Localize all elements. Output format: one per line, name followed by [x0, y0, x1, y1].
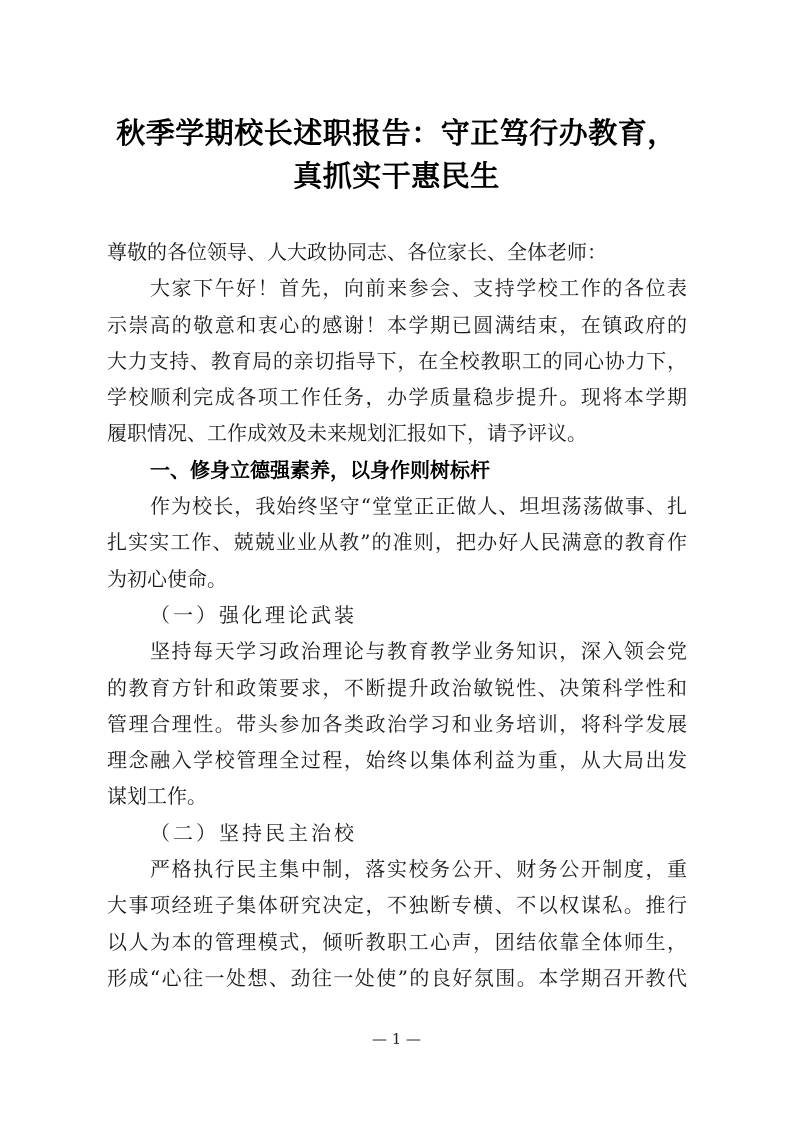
- paragraph-line: 的教育方针和政策要求，不断提升政治敏锐性、决策科学性和: [107, 675, 687, 700]
- page-number: — 1 —: [371, 1030, 422, 1048]
- document-body: [107, 234, 687, 996]
- subsection-heading-1: （一）强化理论武装: [150, 602, 357, 627]
- paragraph-line: 作为校长，我始终坚守“堂堂正正做人、坦坦荡荡做事、扎: [150, 494, 687, 519]
- title-line-1: 秋季学期校长述职报告：守正笃行办教育，: [116, 116, 677, 150]
- paragraph-line: 管理合理性。带头参加各类政治学习和业务培训，将科学发展: [107, 711, 687, 736]
- paragraph-line: 以人为本的管理模式，倾听教职工心声，团结依靠全体师生，: [107, 929, 687, 954]
- paragraph-line: 大事项经班子集体研究决定，不独断专横、不以权谋私。推行: [107, 893, 687, 918]
- paragraph-line: 履职情况、工作成效及未来规划汇报如下，请予评议。: [107, 421, 587, 446]
- paragraph-line: 为初心使命。: [107, 566, 227, 591]
- title-line-2: 真抓实干惠民生: [293, 159, 500, 193]
- paragraph-line: 形成“心往一处想、劲往一处使”的良好氛围。本学期召开教代: [107, 965, 687, 990]
- section-heading-1: 一、修身立德强素养，以身作则树标杆: [150, 457, 490, 482]
- subsection-heading-2: （二）坚持民主治校: [150, 820, 357, 845]
- paragraph-line: 理念融入学校管理全过程，始终以集体利益为重，从大局出发: [107, 748, 687, 773]
- paragraph-line: 坚持每天学习政治理论与教育教学业务知识，深入领会党: [150, 639, 687, 664]
- paragraph-line: 示崇高的敬意和衷心的感谢！本学期已圆满结束，在镇政府的: [107, 312, 687, 337]
- paragraph-line: 扎实实工作、兢兢业业从教”的准则，把办好人民满意的教育作: [107, 530, 687, 555]
- paragraph-line: 学校顺利完成各项工作任务，办学质量稳步提升。现将本学期: [107, 385, 687, 410]
- paragraph-line: 大家下午好！首先，向前来参会、支持学校工作的各位表: [150, 276, 687, 301]
- paragraph-line: 大力支持、教育局的亲切指导下，在全校教职工的同心协力下，: [107, 348, 687, 373]
- paragraph-line: 严格执行民主集中制，落实校务公开、财务公开制度，重: [150, 857, 687, 882]
- salutation: 尊敬的各位领导、人大政协同志、各位家长、全体老师：: [107, 240, 607, 264]
- paragraph-line: 谋划工作。: [107, 784, 207, 809]
- document-title: [100, 112, 693, 198]
